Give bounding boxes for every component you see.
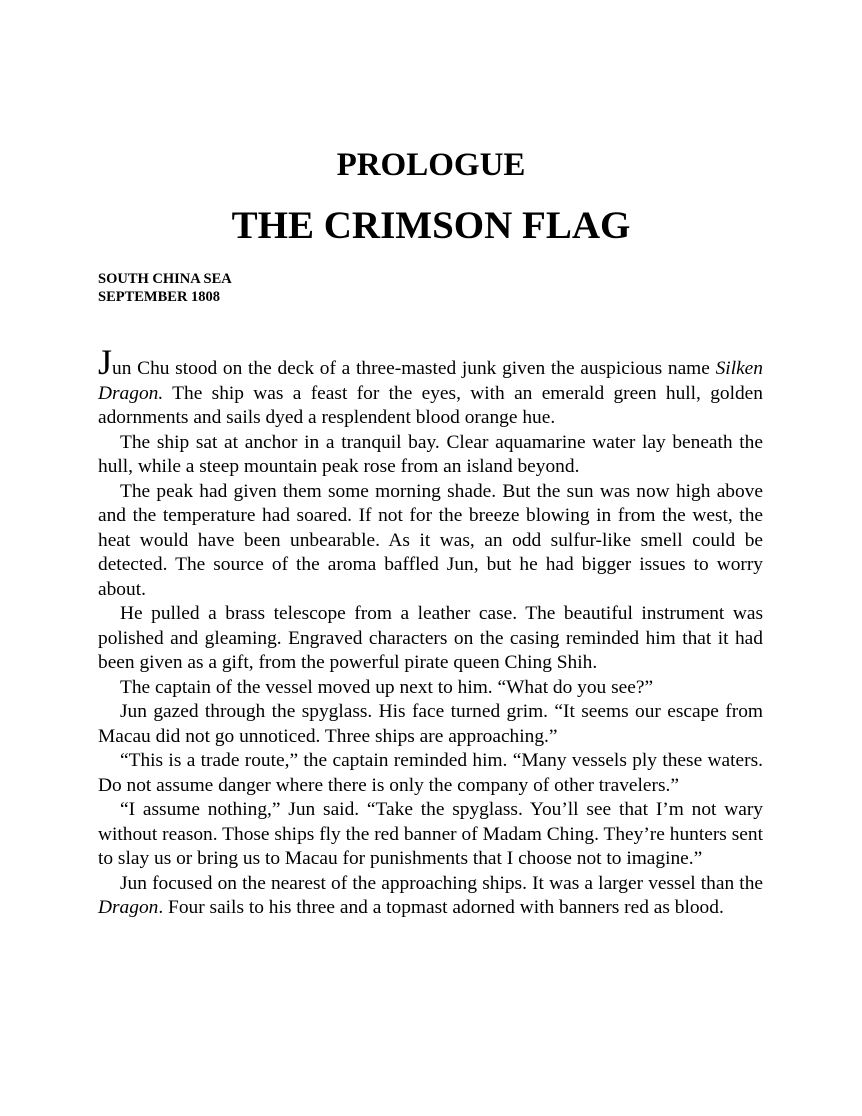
paragraph-1-text-b: The ship was a feast for the eyes, with an emerald green hull, golden adornments and sails dyed a resplendent blood orange hue. — [98, 382, 763, 428]
paragraph-3: The peak had given them some morning shade. But the sun was now high above and the temperature had soared. If not for the breeze blowing in from the west, the heat would have been unbearable. As it was, an odd sulfur-like smell could be detected. The source of the aroma baffled Jun, but he had bigger issues to worry about. — [98, 480, 763, 600]
paragraph-7: “This is a trade route,” the captain reminded him. “Many vessels ply these waters. Do not assume danger where there is only the company of other travelers.” — [98, 750, 763, 796]
dateline-place: SOUTH CHINA SEA — [98, 271, 232, 287]
paragraph-2: The ship sat at anchor in a tranquil bay. Clear aquamarine water lay beneath the hull, while a steep mountain peak rose from an island beyond. — [98, 431, 763, 477]
paragraph-1-text-a: un Chu stood on the deck of a three-masted junk given the auspicious name — [112, 358, 716, 379]
paragraph-8: “I assume nothing,” Jun said. “Take the spyglass. You’ll see that I’m not wary without reason. Those ships fly the red banner of Madam Ching. They’re hunters sent to slay us or bring us to Macau for punishments that I choose not to imagine.” — [98, 799, 763, 869]
body-text — [98, 342, 763, 921]
drop-cap: J — [98, 342, 113, 382]
dateline — [98, 270, 232, 306]
dateline-date: SEPTEMBER 1808 — [98, 289, 221, 305]
paragraph-1 — [98, 342, 763, 431]
paragraph-5: The captain of the vessel moved up next to him. “What do you see?” — [120, 676, 654, 698]
paragraph-6: Jun gazed through the spyglass. His face turned grim. “It seems our escape from Macau did not go unnoticed. Three ships are approaching.” — [98, 701, 763, 747]
paragraph-9 — [98, 872, 763, 921]
chapter-title: THE CRIMSON FLAG — [231, 204, 631, 247]
chapter-label: PROLOGUE — [336, 147, 526, 183]
ship-name-italic: Dragon — [98, 897, 159, 918]
paragraph-9-text-a: Jun focused on the nearest of the approaching ships. It was a larger vessel than the — [120, 872, 763, 894]
ship-name-italic: Silken Dragon. — [98, 358, 763, 404]
paragraph-9-text-b: . Four sails to his three and a topmast adorned with banners red as blood. — [158, 897, 724, 918]
paragraph-4: He pulled a brass telescope from a leather case. The beautiful instrument was polished and gleaming. Engraved characters on the casing reminded him that it had been given as a gift, from the powerful pirate queen Ching Shih. — [98, 603, 763, 673]
